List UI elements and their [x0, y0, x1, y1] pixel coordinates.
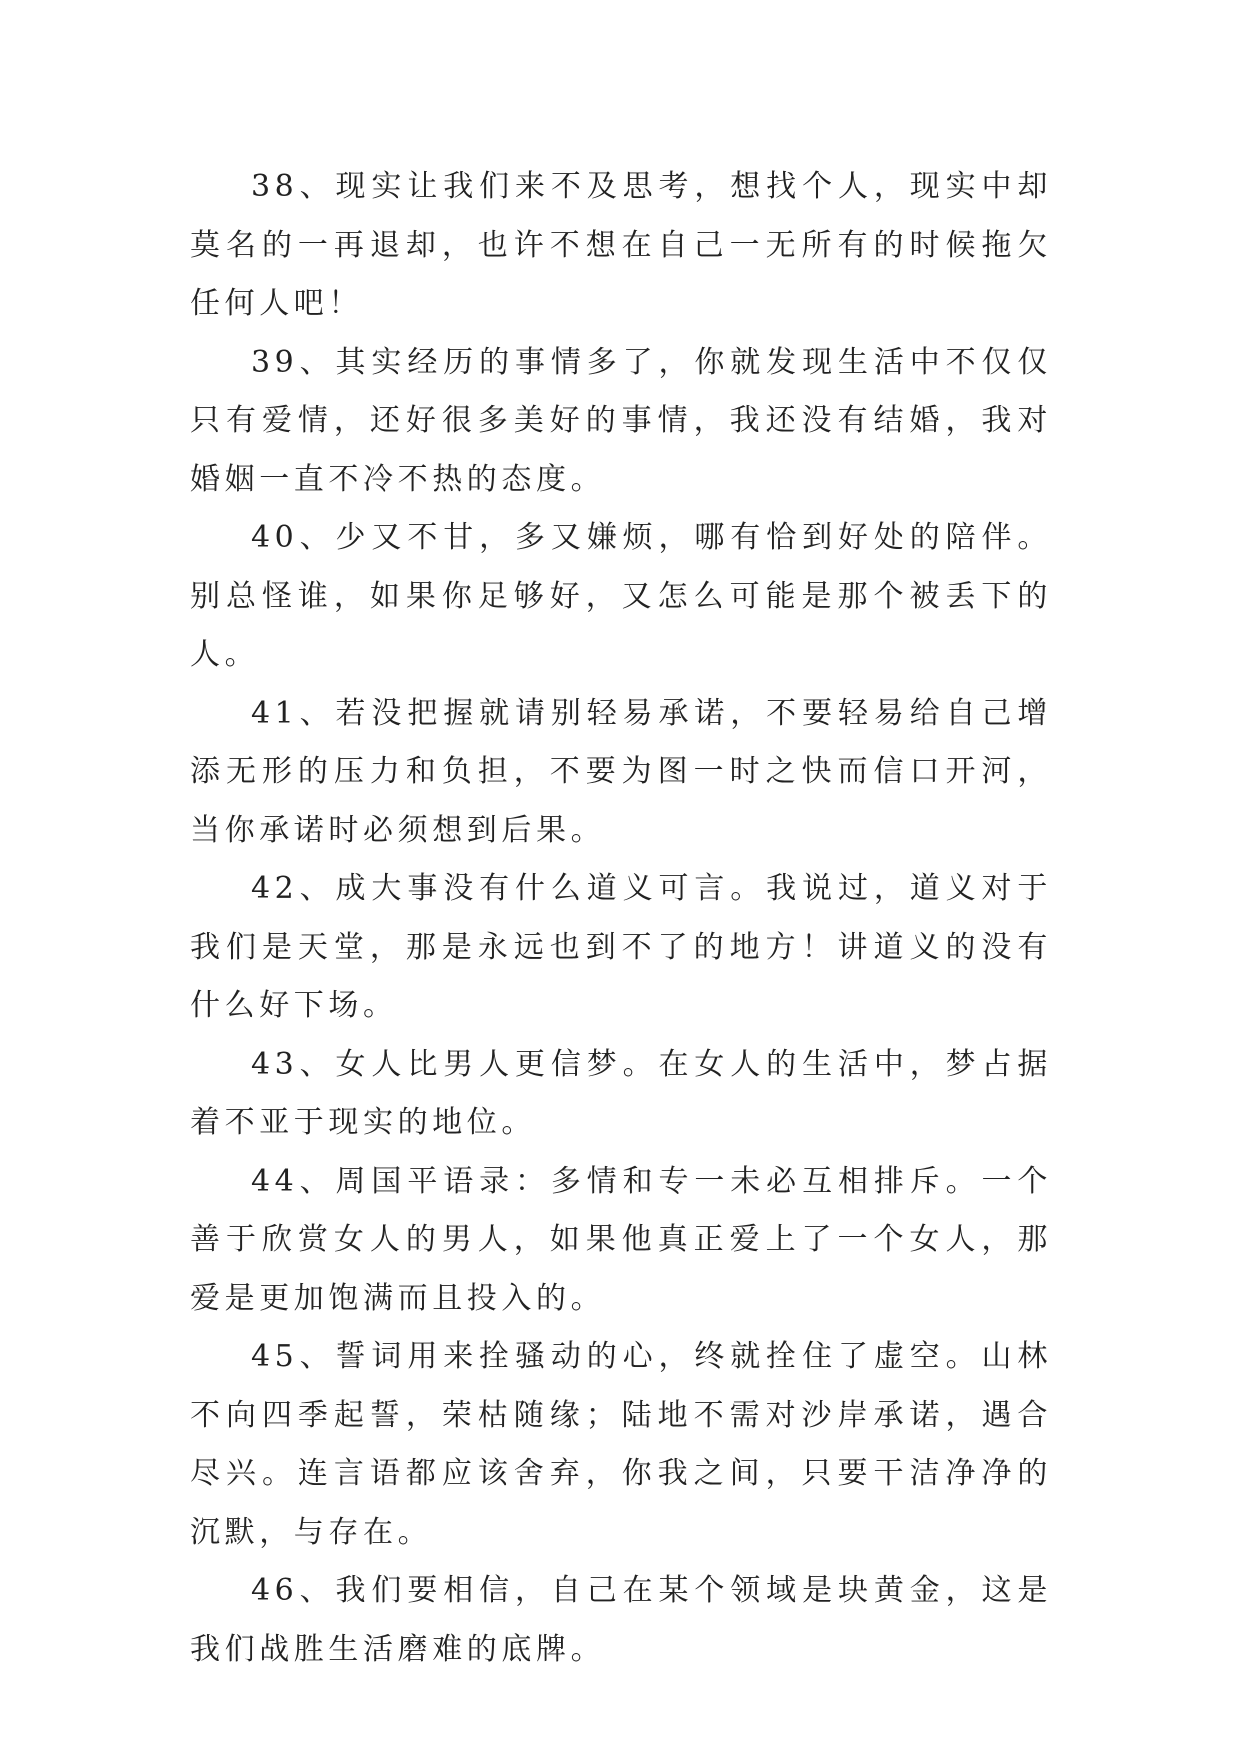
paragraph-39: 39、其实经历的事情多了，你就发现生活中不仅仅只有爱情，还好很多美好的事情，我还没有结婚，我对婚姻一直不冷不热的态度。 — [190, 344, 1052, 497]
paragraph-44: 44、周国平语录：多情和专一未必互相排斥。一个善于欣赏女人的男人，如果他真正爱上了一个女人，那爱是更加饱满而且投入的。 — [190, 1163, 1052, 1316]
paragraph-42: 42、成大事没有什么道义可言。我说过，道义对于我们是天堂，那是永远也到不了的地方！讲道义的没有什么好下场。 — [190, 871, 1052, 1023]
paragraph-46: 46、我们要相信，自己在某个领域是块黄金，这是我们战胜生活磨难的底牌。 — [190, 1573, 1052, 1667]
paragraph-38: 38、现实让我们来不及思考，想找个人，现实中却莫名的一再退却，也许不想在自己一无所有的时候拖欠任何人吧！ — [190, 169, 1052, 321]
paragraph-45: 45、誓词用来拴骚动的心，终就拴住了虚空。山林不向四季起誓，荣枯随缘；陆地不需对沙岸承诺，遇合尽兴。连言语都应该舍弃，你我之间，只要干洁净净的沉默，与存在。 — [190, 1339, 1052, 1550]
paragraph-41: 41、若没把握就请别轻易承诺，不要轻易给自己增添无形的压力和负担，不要为图一时之快而信口开河，当你承诺时必须想到后果。 — [190, 695, 1052, 848]
paragraph-43: 43、女人比男人更信梦。在女人的生活中，梦占据着不亚于现实的地位。 — [190, 1046, 1052, 1140]
paragraph-40: 40、少又不甘，多又嫌烦，哪有恰到好处的陪伴。别总怪谁，如果你足够好，又怎么可能是那个被丢下的人。 — [190, 520, 1052, 672]
document-body — [190, 158, 1052, 1679]
